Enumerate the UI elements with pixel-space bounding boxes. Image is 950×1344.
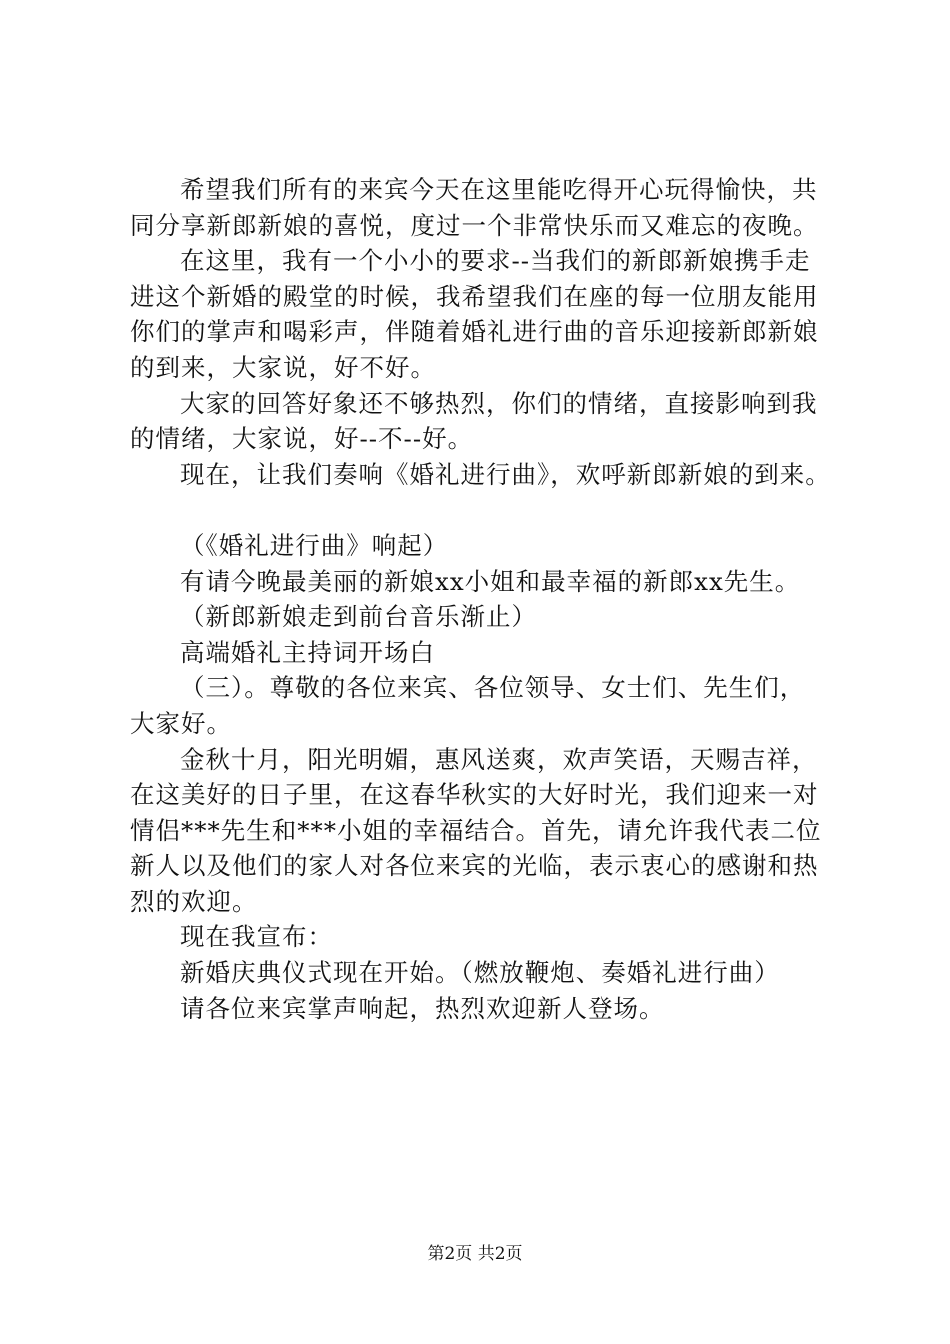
paragraph-line: 大家好。 <box>130 708 232 738</box>
paragraph-line: 你们的掌声和喝彩声，伴随着婚礼进行曲的音乐迎接新郎新娘 <box>130 317 819 347</box>
paragraph-line: 进这个新婚的殿堂的时候，我希望我们在座的每一位朋友能用 <box>130 281 819 311</box>
paragraph-line: 的到来，大家说，好不好。 <box>130 352 436 382</box>
paragraph-line: 金秋十月，阳光明媚，惠风送爽，欢声笑语，天赐吉祥， <box>180 744 818 774</box>
paragraph-line: 的情绪，大家说，好--不--好。 <box>130 424 474 454</box>
section-heading: 高端婚礼主持词开场白 <box>180 637 435 667</box>
paragraph-line: 在这里，我有一个小小的要求--当我们的新郎新娘携手走 <box>180 246 811 276</box>
paragraph-line: （《婚礼进行曲》响起） <box>180 530 449 560</box>
paragraph-line: （三）。尊敬的各位来宾、各位领导、女士们、先生们， <box>180 673 806 703</box>
paragraph-line: 希望我们所有的来宾今天在这里能吃得开心玩得愉快，共 <box>180 175 818 204</box>
document-body <box>130 172 850 1026</box>
paragraph-line: （新郎新娘走到前台音乐渐止） <box>180 602 537 632</box>
paragraph-line: 烈的欢迎。 <box>130 886 258 916</box>
paragraph-line: 在这美好的日子里，在这春华秋实的大好时光，我们迎来一对 <box>130 780 819 810</box>
paragraph-line: 新婚庆典仪式现在开始。（燃放鞭炮、奏婚礼进行曲） <box>180 958 780 988</box>
blank-line <box>130 492 850 528</box>
paragraph-line: 有请今晚最美丽的新娘xx小姐和最幸福的新郎xx先生。 <box>180 566 801 596</box>
paragraph-line: 情侣***先生和***小姐的幸福结合。首先，请允许我代表二位 <box>130 815 822 845</box>
paragraph-line: 请各位来宾掌声响起，热烈欢迎新人登场。 <box>180 993 665 1023</box>
paragraph-line: 新人以及他们的家人对各位来宾的光临，表示衷心的感谢和热 <box>130 851 819 881</box>
paragraph-line: 同分享新郎新娘的喜悦，度过一个非常快乐而又难忘的夜晚。 <box>130 210 819 240</box>
page-number-footer: 第2页 共2页 <box>427 1244 523 1264</box>
paragraph-line: 现在，让我们奏响《婚礼进行曲》，欢呼新郎新娘的到来。 <box>180 459 831 489</box>
paragraph-line: 现在我宣布： <box>180 922 333 952</box>
paragraph-line: 大家的回答好象还不够热烈，你们的情绪，直接影响到我 <box>180 388 818 418</box>
